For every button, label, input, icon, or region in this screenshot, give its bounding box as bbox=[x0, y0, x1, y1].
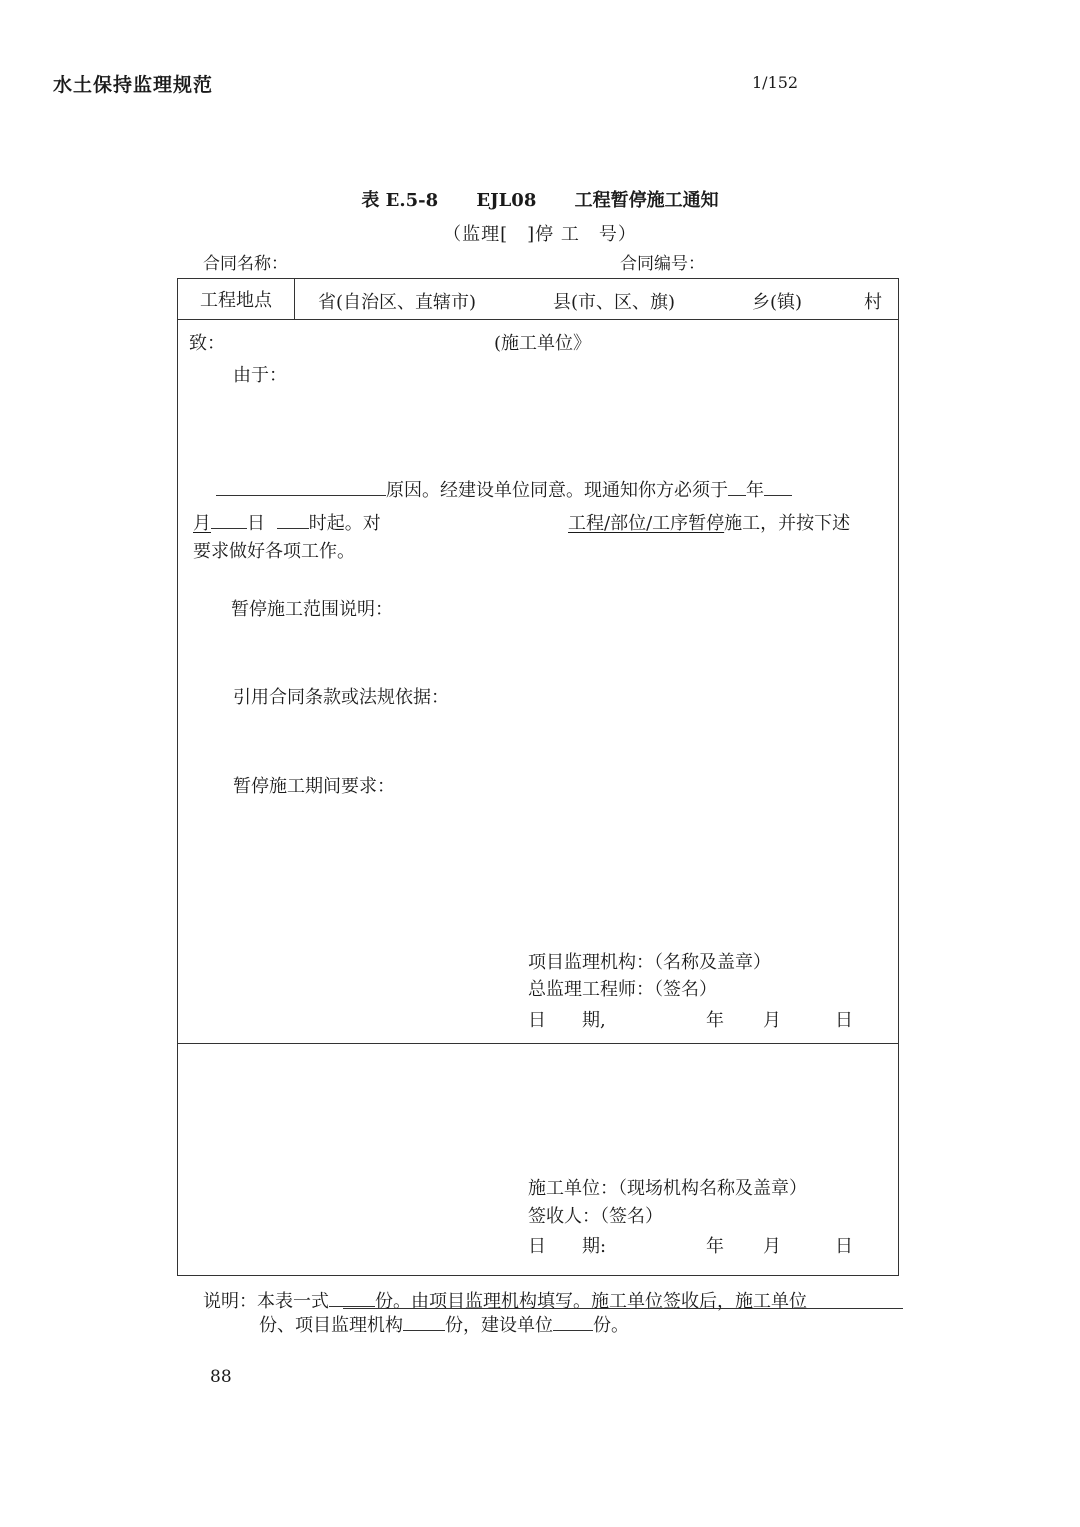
footer-note-underline bbox=[343, 1308, 903, 1309]
form-subtitle: （监理[ ]停 工 号） bbox=[443, 224, 637, 245]
scope-text: 工程/部位/工序暂停 bbox=[568, 513, 725, 534]
chief-engineer-signature: 总监理工程师：（签名） bbox=[528, 979, 717, 1000]
village-field[interactable]: 村 bbox=[864, 292, 882, 313]
footer-note-part-d: 份。 bbox=[593, 1315, 629, 1336]
month-label: 月 bbox=[193, 513, 211, 534]
footer-note-prefix: 说明：本表一式 bbox=[203, 1291, 329, 1312]
to-label: 致： bbox=[189, 333, 225, 354]
supervisor-org-signature: 项目监理机构：（名称及盖章） bbox=[528, 952, 771, 973]
requirements-label: 暂停施工期间要求： bbox=[233, 776, 395, 797]
receipt-date-day: 日 bbox=[835, 1236, 853, 1257]
receipt-section bbox=[178, 1043, 898, 1275]
contractor-signature: 施工单位：（现场机构名称及盖章） bbox=[528, 1178, 807, 1199]
form-name: 工程暂停施工通知 bbox=[574, 190, 719, 211]
notice-section bbox=[178, 319, 898, 1044]
month-blank-b[interactable] bbox=[211, 510, 247, 529]
document-header-title: 水土保持监理规范 bbox=[53, 74, 214, 96]
notice-line-3: 要求做好各项工作。 bbox=[193, 541, 355, 562]
receipt-date-year: 年 bbox=[706, 1236, 724, 1257]
notice-line-1-text: 原因。经建设单位同意。现通知你方必须于 bbox=[386, 480, 728, 501]
basis-label: 引用合同条款或法规依据： bbox=[233, 687, 449, 708]
form-code: EJL08 bbox=[476, 190, 537, 211]
page-number: 88 bbox=[210, 1367, 232, 1387]
recipient-contractor: (施工单位》 bbox=[494, 333, 592, 354]
notice-date-month: 月 bbox=[763, 1010, 781, 1031]
reason-label: 由于： bbox=[233, 365, 287, 386]
page-reference: 1/152 bbox=[752, 73, 799, 92]
footer-note-part-c: 份，建设单位 bbox=[445, 1315, 553, 1336]
notice-line-2 bbox=[193, 509, 381, 535]
notice-date-label: 日 期, bbox=[528, 1010, 606, 1031]
notice-line-1 bbox=[216, 476, 792, 502]
footer-note-line-1 bbox=[203, 1287, 807, 1313]
location-row bbox=[178, 279, 898, 320]
province-field[interactable]: 省(自治区、直辖市) bbox=[318, 292, 477, 313]
reason-blank[interactable] bbox=[216, 477, 386, 496]
notice-date-year: 年 bbox=[706, 1010, 724, 1031]
footer-note-part-a: 份。由项目监理机构填写。施工单位签收后，施工单位 bbox=[375, 1291, 807, 1312]
hour-blank[interactable] bbox=[277, 510, 309, 529]
location-label: 工程地点 bbox=[178, 279, 295, 319]
scope-description-label: 暂停施工范围说明： bbox=[231, 599, 393, 620]
county-field[interactable]: 县(市、区、旗) bbox=[553, 292, 676, 313]
tail-text: 施工，并按下述 bbox=[724, 513, 851, 534]
month-blank-a[interactable] bbox=[764, 477, 792, 496]
receipt-date-month: 月 bbox=[763, 1236, 781, 1257]
from-text: 时起。对 bbox=[308, 513, 381, 534]
township-field[interactable]: 乡(镇) bbox=[752, 292, 803, 313]
year-label: 年 bbox=[746, 480, 764, 501]
notice-form-table bbox=[177, 278, 899, 1276]
day-label: 日 bbox=[247, 513, 265, 534]
receipt-date-label: 日 期: bbox=[528, 1236, 607, 1257]
copies-owner-blank[interactable] bbox=[553, 1312, 593, 1331]
form-table-number: 表 E.5-8 bbox=[361, 190, 439, 211]
contract-number-label: 合同编号： bbox=[620, 254, 705, 274]
copies-total-blank[interactable] bbox=[329, 1288, 375, 1307]
notice-line-2-right bbox=[568, 509, 850, 535]
footer-note-line-2 bbox=[259, 1311, 629, 1337]
contract-name-label: 合同名称： bbox=[203, 254, 288, 274]
footer-note-part-b: 份、项目监理机构 bbox=[259, 1315, 403, 1336]
year-blank[interactable] bbox=[728, 477, 746, 496]
form-title bbox=[0, 186, 1080, 212]
copies-supervisor-blank[interactable] bbox=[403, 1312, 445, 1331]
notice-date-day: 日 bbox=[835, 1010, 853, 1031]
signee-signature: 签收人：（签名） bbox=[528, 1206, 663, 1227]
